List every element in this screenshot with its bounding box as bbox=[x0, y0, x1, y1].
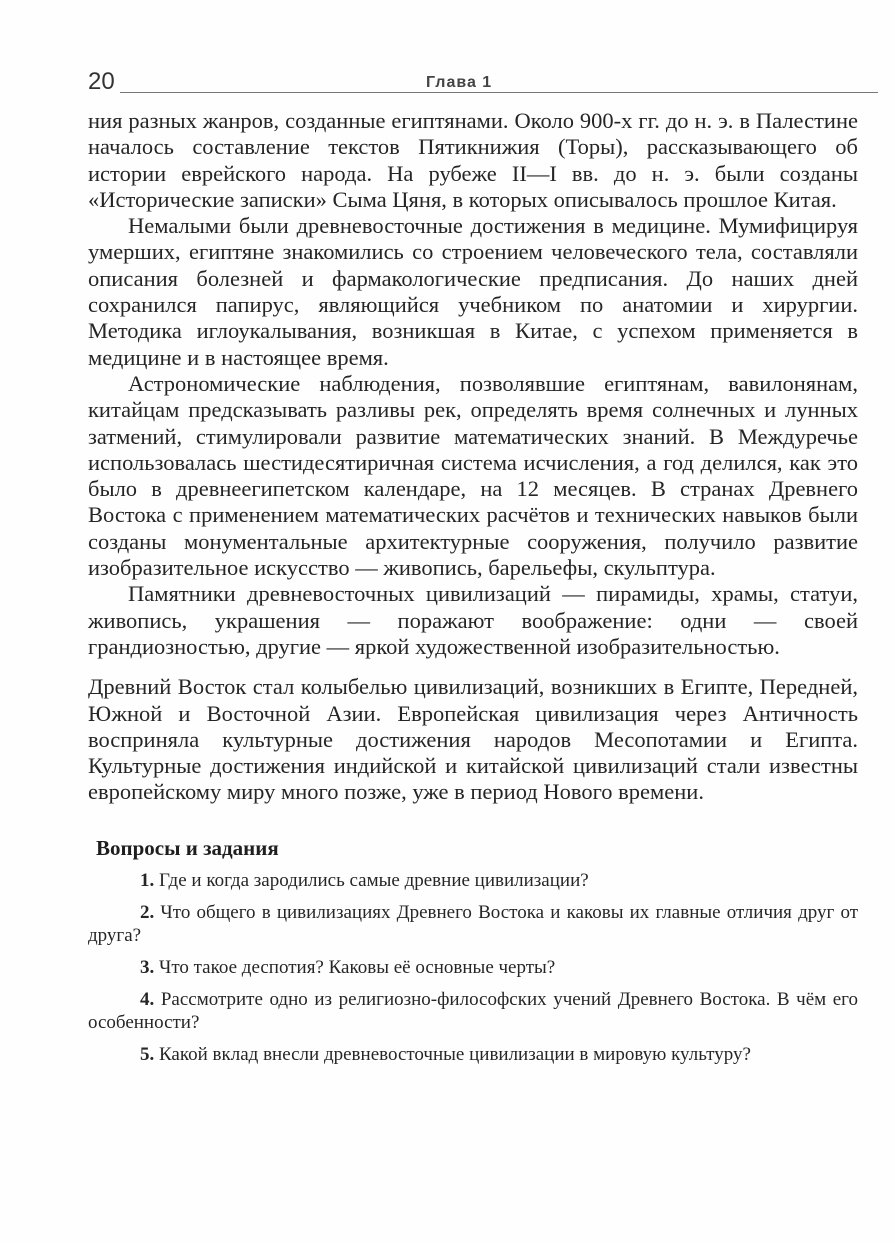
question-text: Что такое деспотия? Каковы её основные черты? bbox=[159, 956, 556, 978]
question-number: 1. bbox=[140, 869, 155, 891]
page-number: 20 bbox=[88, 68, 115, 95]
question-number: 5. bbox=[140, 1043, 155, 1065]
question-number: 2. bbox=[140, 901, 155, 923]
paragraph-medicine: Немалыми были древневосточные достижения в медицине. Мумифицируя умерших, египтяне знакомились со строением человеческого тела, составляли описания болезней и фармакологические предписания. До наших дней сохранился папирус, являющийся учебником по анатомии и хирургии. Методика иглоукалывания, возникшая в Китае, с успехом применяется в медицине и в настоящее время. bbox=[88, 213, 858, 370]
question-item bbox=[88, 988, 858, 1034]
paragraph-astronomy: Астрономические наблюдения, позволявшие египтянам, вавилонянам, китайцам предсказывать разливы рек, определять время солнечных и лунных затмений, стимулировали развитие математических знаний. В Междуречье использовалась шестидесятиричная система исчисления, а год делился, как это было в древнеегипетском календаре, на 12 месяцев. В странах Древнего Востока с применением математических расчётов и технических навыков были созданы монументальные архитектурные сооружения, получило развитие изобразительное искусство — живопись, барельефы, скульптура. bbox=[88, 370, 858, 581]
question-text: Какой вклад внесли древневосточные цивилизации в мировую культуру? bbox=[159, 1043, 751, 1065]
header-rule bbox=[120, 92, 878, 93]
conclusion-paragraph: Древний Восток стал колыбелью цивилизаций, возникших в Египте, Передней, Южной и Восточной Азии. Европейская цивилизация через Античность восприняла культурные достижения народов Месопотамии и Египта. Культурные достижения индийской и китайской цивилизаций стали известны европейскому миру много позже, уже в период Нового времени. bbox=[88, 674, 858, 805]
running-header bbox=[88, 66, 878, 96]
chapter-title: Глава 1 bbox=[426, 74, 493, 91]
question-item bbox=[88, 1043, 858, 1066]
question-number: 4. bbox=[140, 988, 155, 1010]
question-item bbox=[88, 869, 858, 892]
question-item bbox=[88, 901, 858, 947]
questions-list bbox=[88, 869, 858, 1066]
question-number: 3. bbox=[140, 956, 155, 978]
question-text: Рассмотрите одно из религиозно-философских учений Древнего Востока. В чём его особенности? bbox=[88, 988, 859, 1033]
question-text: Где и когда зародились самые древние цивилизации? bbox=[159, 869, 589, 891]
question-text: Что общего в цивилизациях Древнего Востока и каковы их главные отличия друг от друга? bbox=[88, 901, 859, 946]
paragraph-continued: ния разных жанров, созданные египтянами. Около 900-х гг. до н. э. в Палестине началось составление текстов Пятикнижия (Торы), рассказывающего об истории еврейского народа. На рубеже II—I вв. до н. э. были созданы «Исторические записки» Сыма Цяня, в которых описывалось прошлое Китая. bbox=[88, 108, 858, 212]
paragraph-monuments: Памятники древневосточных цивилизаций — пирамиды, храмы, статуи, живопись, украшения — поражают воображение: одни — своей грандиозностью, другие — яркой художественной изобразительностью. bbox=[88, 581, 858, 659]
page-body bbox=[88, 108, 858, 1075]
question-item bbox=[88, 956, 858, 979]
questions-heading: Вопросы и задания bbox=[96, 835, 279, 860]
